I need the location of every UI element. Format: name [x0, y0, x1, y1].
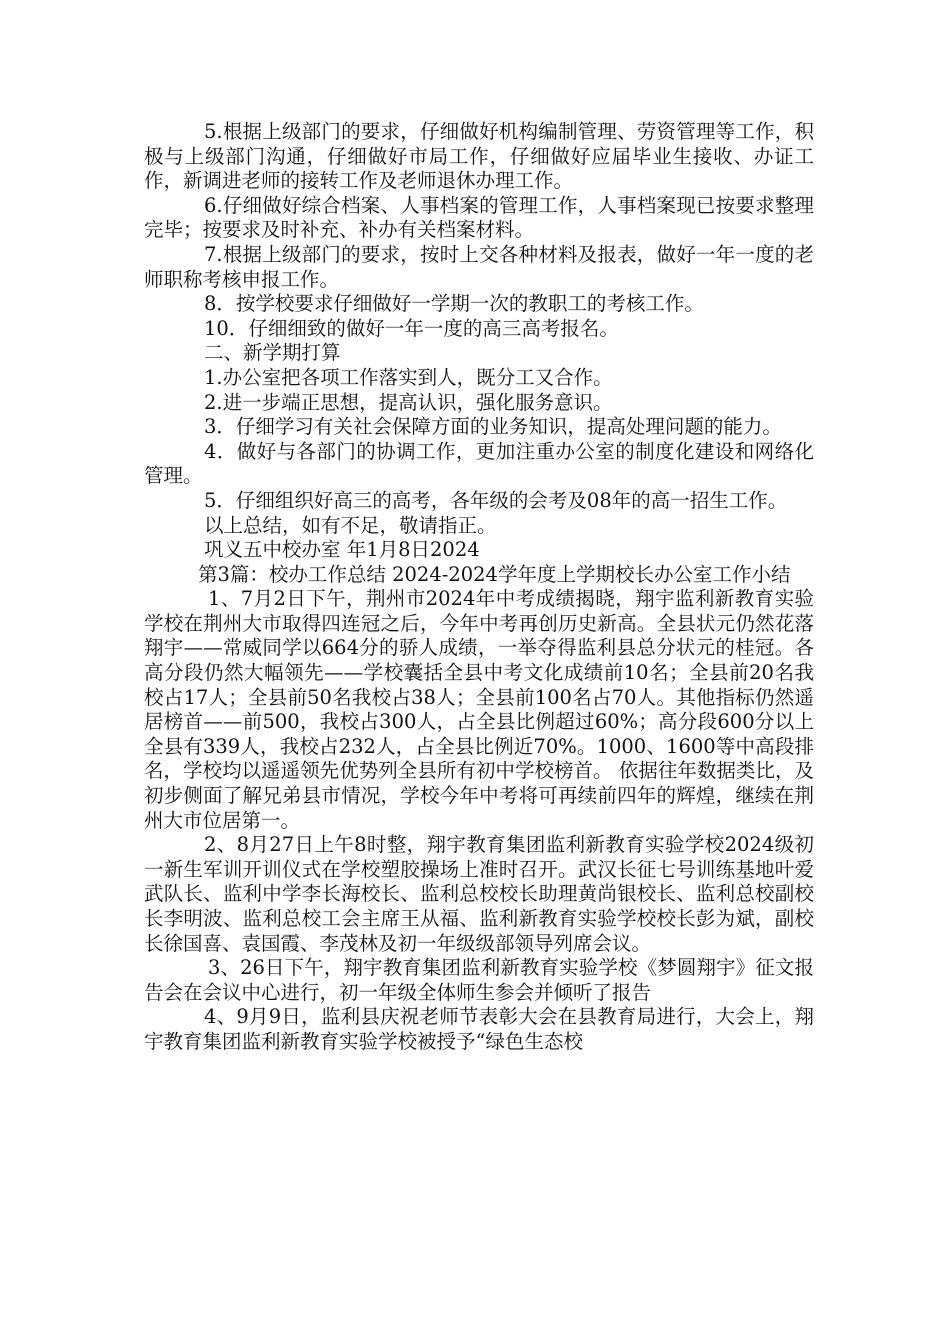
- summary-item-3: 3、26日下午，翔宇教育集团监利新教育实验学校《梦圆翔宇》征文报告会在会议中心进行，初一年级全体师生参会并倾听了报告: [144, 956, 814, 1004]
- paragraph-item-10: 10．仔细细致的做好一年一度的高三高考报名。: [204, 316, 619, 340]
- paragraph-item-7: 7.根据上级部门的要求，按时上交各种材料及报表，做好一年一度的老师职称考核申报工作。: [144, 242, 814, 291]
- section-title-part-3: 第3篇：校办工作总结 2024-2024学年度上学期校长办公室工作小结: [198, 562, 791, 586]
- signature-line: 巩义五中校办室 年1月8日2024: [204, 538, 480, 562]
- plan-item-3: 3．仔细学习有关社会保障方面的业务知识，提高处理问题的能力。: [204, 415, 782, 439]
- plan-item-1: 1.办公室把各项工作落实到人，既分工又合作。: [204, 365, 613, 389]
- summary-item-2: 2、8月27日上午8时整，翔宇教育集团监利新教育实验学校2024级初一新生军训开训仪式在学校塑胶操场上准时召开。武汉长征七号训练基地叶爱武队长、监利中学李长海校长、监利总校校长助理黄尚银校长、监利总校副校长李明波、监利总校工会主席王从福、监利新教育实验学校校长彭为斌，副校长徐国喜、袁国霞、李茂林及初一年级级部领导列席会议。: [144, 833, 814, 955]
- summary-item-1: 1、7月2日下午，荆州市2024年中考成绩揭晓，翔宇监利新教育实验学校在荆州大市取得四连冠之后，今年中考再创历史新高。全县状元仍然花落翔宇——常威同学以664分的骄人成绩，一举夺得监利县总分状元的桂冠。各高分段仍然大幅领先——学校囊括全县中考文化成绩前10名；全县前20名我校占17人；全县前50名我校占38人；全县前100名占70人。其他指标仍然遥居榜首——前500，我校占300人，占全县比例超过60%；高分段600分以上全县有339人，我校占232人，占全县比例近70%。1000、1600等中高段排名，学校均以遥遥领先优势列全县所有初中学校榜首。 依据往年数据类比，及初步侧面了解兄弟县市情况，学校今年中考将可再续前四年的辉煌，继续在荆州大市位居第一。: [144, 587, 814, 832]
- paragraph-item-8: 8．按学校要求仔细做好一学期一次的教职工的考核工作。: [204, 292, 704, 316]
- document-body: [144, 120, 814, 1055]
- closing-remark: 以上总结，如有不足，敬请指正。: [204, 513, 497, 537]
- summary-item-4: 4、9月9日，监利县庆祝老师节表彰大会在县教育局进行，大会上，翔宇教育集团监利新教育实验学校被授予“绿色生态校: [144, 1005, 814, 1053]
- plan-item-4: 4．做好与各部门的协调工作，更加注重办公室的制度化建设和网络化管理。: [144, 439, 814, 488]
- plan-item-5: 5．仔细组织好高三的高考，各年级的会考及08年的高一招生工作。: [204, 488, 788, 512]
- section-heading-plan: 二、新学期打算: [204, 341, 341, 365]
- paragraph-item-5: 5.根据上级部门的要求，仔细做好机构编制管理、劳资管理等工作，积极与上级部门沟通，仔细做好市局工作，仔细做好应届毕业生接收、办证工作，新调进老师的接转工作及老师退休办理工作。: [144, 120, 814, 193]
- plan-item-2: 2.进一步端正思想，提高认识，强化服务意识。: [204, 390, 613, 414]
- paragraph-item-6: 6.仔细做好综合档案、人事档案的管理工作，人事档案现已按要求整理完毕；按要求及时补充、补办有关档案材料。: [144, 193, 814, 242]
